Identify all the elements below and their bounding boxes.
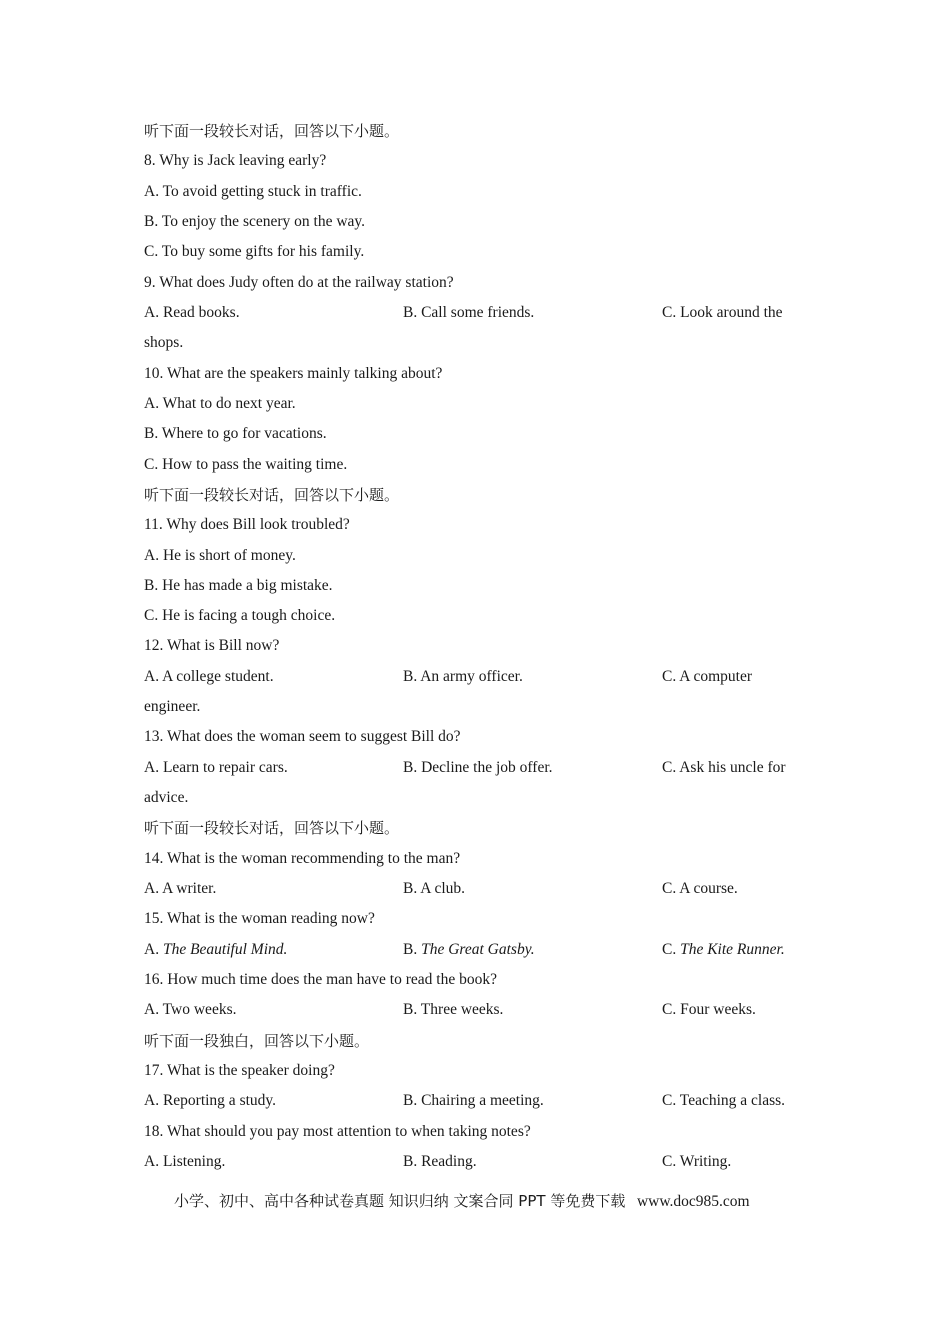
option-letter: B. [403,941,422,958]
q12-option-a: A. A college student. [144,668,274,685]
q10-option-a: A. What to do next year. [144,395,296,412]
footer-text: 小学、初中、高中各种试卷真题 知识归纳 文案合同 PPT 等免费下载 [174,1192,626,1210]
q12-option-c: C. A computer [662,668,752,685]
q9-option-b: B. Call some friends. [403,304,535,321]
q17-option-b: B. Chairing a meeting. [403,1092,544,1109]
option-letter: A. [144,941,163,958]
section-heading: 听下面一段较长对话，回答以下小题。 [144,122,400,140]
q18-option-b: B. Reading. [403,1153,477,1170]
footer-url[interactable]: www.doc985.com [636,1193,750,1210]
question-10: 10. What are the speakers mainly talking about? [144,365,443,382]
q16-option-a: A. Two weeks. [144,1001,237,1018]
option-letter: C. [662,941,681,958]
q11-option-a: A. He is short of money. [144,547,296,564]
q10-option-b: B. Where to go for vacations. [144,425,327,442]
section-heading: 听下面一段较长对话，回答以下小题。 [144,486,400,504]
q9-option-c: C. Look around the [662,304,783,321]
question-14: 14. What is the woman recommending to the man? [144,850,461,867]
q13-option-c: C. Ask his uncle for [662,759,786,776]
q10-option-c: C. How to pass the waiting time. [144,456,348,473]
section-heading: 听下面一段较长对话，回答以下小题。 [144,819,400,837]
page-footer [174,1191,750,1212]
q13-option-a: A. Learn to repair cars. [144,759,288,776]
book-title: The Beautiful Mind. [162,941,288,958]
q9-option-a: A. Read books. [144,304,240,321]
q13-option-c-continuation: advice. [144,789,189,806]
section-heading: 听下面一段独白，回答以下小题。 [144,1032,370,1050]
q12-option-b: B. An army officer. [403,668,523,685]
q16-option-c: C. Four weeks. [662,1001,756,1018]
question-16: 16. How much time does the man have to read the book? [144,971,497,988]
question-13: 13. What does the woman seem to suggest Bill do? [144,728,461,745]
q12-option-c-continuation: engineer. [144,698,201,715]
q8-option-b: B. To enjoy the scenery on the way. [144,213,366,230]
q16-option-b: B. Three weeks. [403,1001,504,1018]
q11-option-c: C. He is facing a tough choice. [144,607,336,624]
q13-option-b: B. Decline the job offer. [403,759,553,776]
q15-option-b [403,940,535,960]
q14-option-c: C. A course. [662,880,738,897]
q9-option-c-continuation: shops. [144,334,184,351]
question-8: 8. Why is Jack leaving early? [144,152,327,169]
q17-option-a: A. Reporting a study. [144,1092,277,1109]
q17-option-c: C. Teaching a class. [662,1092,786,1109]
question-9: 9. What does Judy often do at the railway station? [144,274,454,291]
q14-option-a: A. A writer. [144,880,217,897]
question-15: 15. What is the woman reading now? [144,910,375,927]
q14-option-b: B. A club. [403,880,466,897]
q18-option-a: A. Listening. [144,1153,226,1170]
question-11: 11. Why does Bill look troubled? [144,516,350,533]
book-title: The Great Gatsby. [421,941,535,958]
q15-option-c [662,940,785,960]
question-17: 17. What is the speaker doing? [144,1062,335,1079]
q11-option-b: B. He has made a big mistake. [144,577,333,594]
q18-option-c: C. Writing. [662,1153,732,1170]
question-18: 18. What should you pay most attention to when taking notes? [144,1123,531,1140]
question-12: 12. What is Bill now? [144,637,280,654]
q8-option-a: A. To avoid getting stuck in traffic. [144,183,362,200]
q15-option-a [144,940,287,960]
book-title: The Kite Runner. [680,941,785,958]
q8-option-c: C. To buy some gifts for his family. [144,243,365,260]
